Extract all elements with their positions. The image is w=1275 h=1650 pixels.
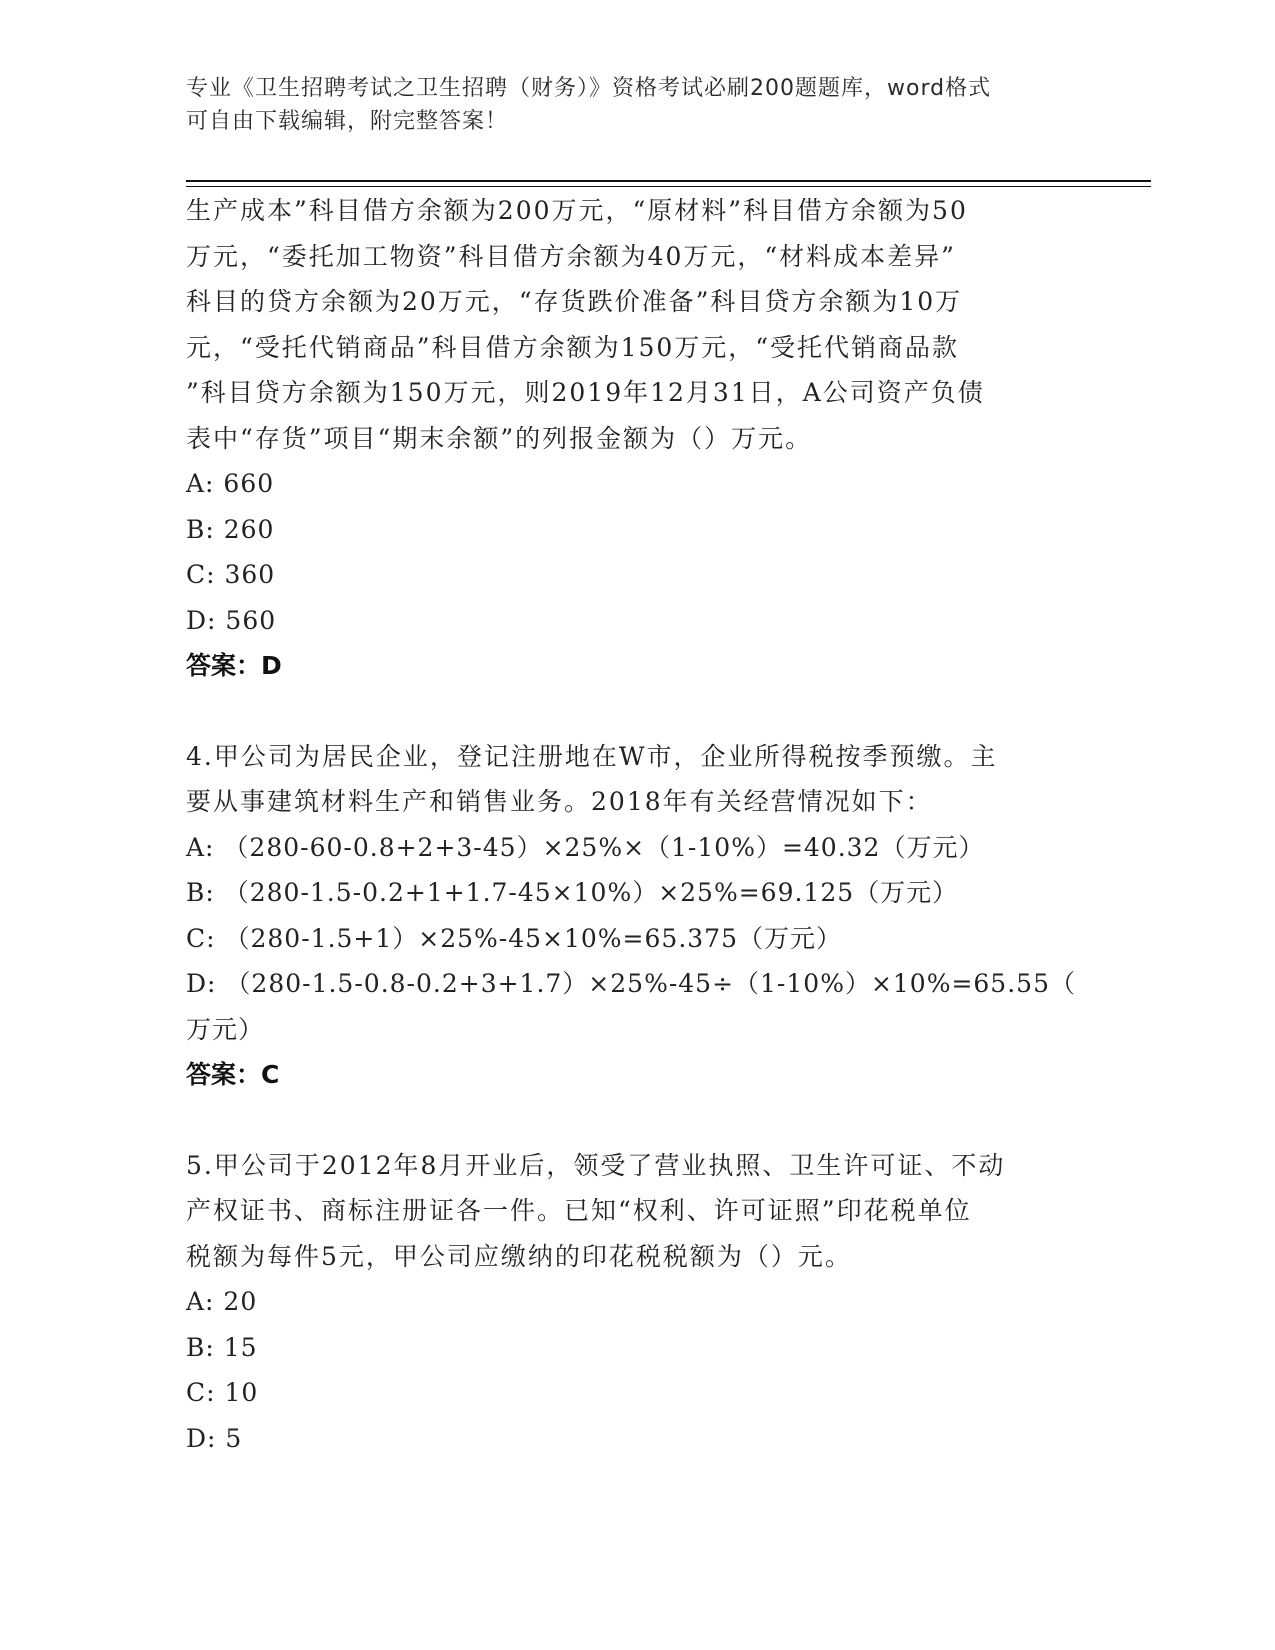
question-stem-line: 要从事建筑材料生产和销售业务。2018年有关经营情况如下： [186, 787, 933, 816]
question-3 [186, 188, 1076, 689]
option-c: C: 10 [186, 1378, 259, 1407]
question-stem-line: 科目的贷方余额为20万元，“存货跌价准备”科目贷方余额为10万 [186, 287, 963, 316]
option-b: B: （280-1.5-0.2+1+1.7-45×10%）×25%=69.125（万元） [186, 878, 959, 907]
question-stem-line: 万元，“委托加工物资”科目借方余额为40万元，“材料成本差异” [186, 241, 956, 271]
option-a: A: 20 [186, 1287, 258, 1316]
header-title-line-2: 可自由下载编辑，附完整答案！ [186, 109, 509, 134]
option-c: C: （280-1.5+1）×25%-45×10%=65.375（万元） [186, 923, 842, 953]
question-spacer [186, 689, 1076, 734]
question-stem-line: ”科目贷方余额为150万元，则2019年12月31日，A公司资产负债 [186, 378, 985, 407]
option-a: A: 660 [186, 469, 275, 498]
question-stem-line: 税额为每件5元，甲公司应缴纳的印花税税额为（）元。 [186, 1241, 852, 1271]
option-d: D: 5 [186, 1423, 243, 1453]
option-b: B: 260 [186, 514, 275, 544]
question-stem-line: 生产成本”科目借方余额为200万元，“原材料”科目借方余额为50 [186, 196, 968, 225]
question-stem-line: 元，“受托代销商品”科目借方余额为150万元，“受托代销商品款 [186, 332, 960, 362]
option-d: D: （280-1.5-0.8-0.2+3+1.7）×25%-45÷（1-10%）×10%=65.55（ [186, 969, 1076, 998]
header-divider-thick [186, 180, 1151, 182]
question-content [186, 188, 1076, 1461]
option-d-continued: 万元） [186, 1014, 265, 1044]
question-stem-line: 4.甲公司为居民企业，登记注册地在W市，企业所得税按季预缴。主 [186, 741, 998, 771]
question-stem-line: 5.甲公司于2012年8月开业后，领受了营业执照、卫生许可证、不动 [186, 1150, 1006, 1180]
header-divider-thin [186, 186, 1151, 187]
option-b: B: 15 [186, 1332, 258, 1362]
header-title-line-1: 专业《卫生招聘考试之卫生招聘（财务）》资格考试必刷200题题库，word格式 [186, 76, 992, 101]
question-4 [186, 734, 1076, 1098]
option-a: A: （280-60-0.8+2+3-45）×25%×（1-10%）=40.32（万元） [186, 832, 985, 862]
question-stem-line: 表中“存货”项目“期末余额”的列报金额为（）万元。 [186, 423, 813, 453]
question-spacer [186, 1098, 1076, 1143]
option-c: C: 360 [186, 560, 276, 589]
page-header [186, 72, 1066, 138]
question-stem-line: 产权证书、商标注册证各一件。已知“权利、许可证照”印花税单位 [186, 1196, 972, 1225]
answer-label: 答案：D [186, 651, 282, 680]
question-5 [186, 1143, 1076, 1462]
answer-label: 答案：C [186, 1060, 280, 1089]
option-d: D: 560 [186, 605, 277, 635]
